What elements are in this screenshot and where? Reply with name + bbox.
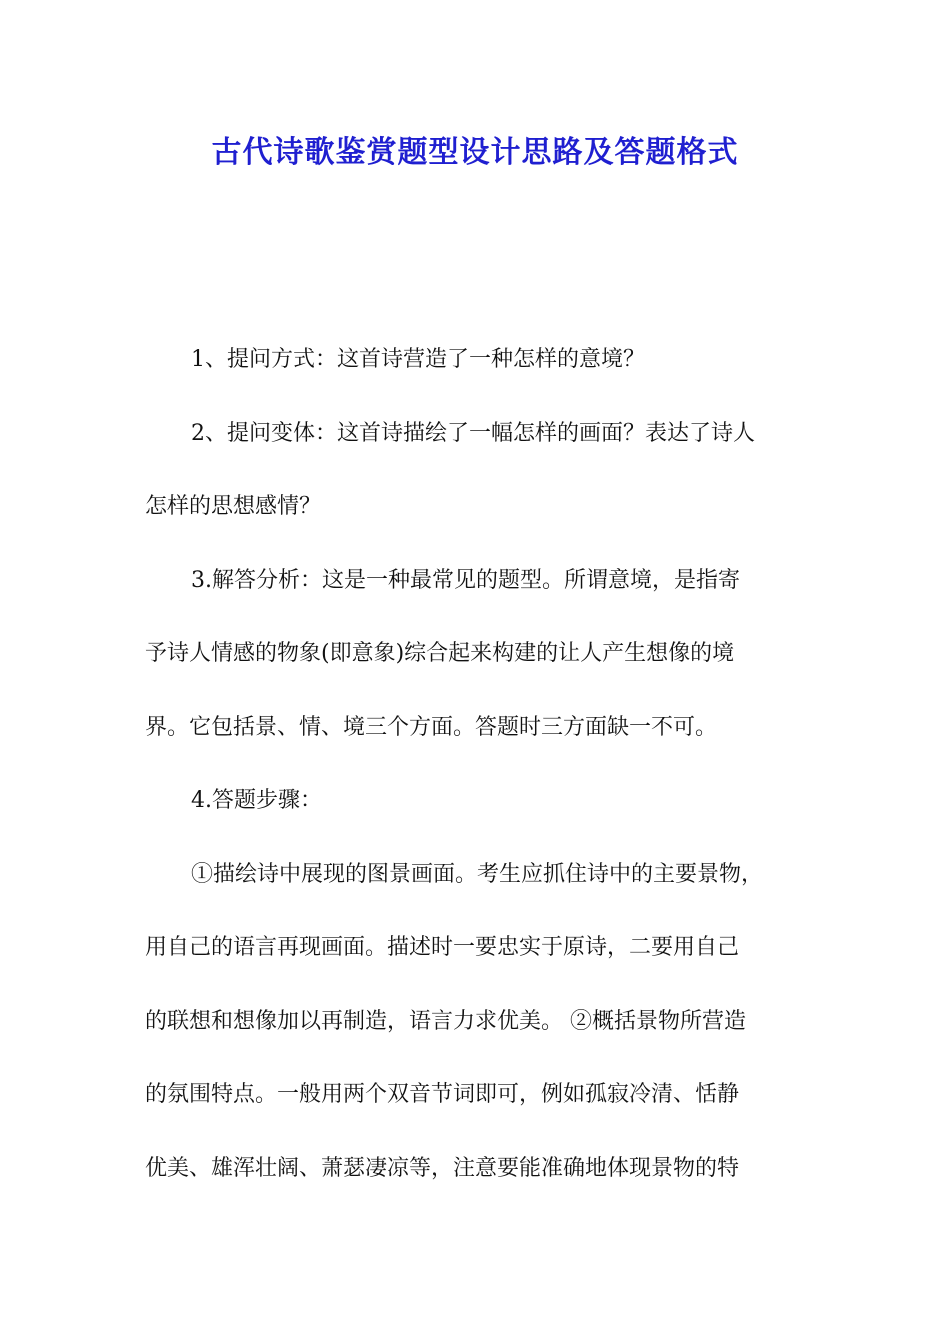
paragraph-line-step-one-cont-1: 用自己的语言再现画面。描述时一要忠实于原诗，二要用自己	[145, 935, 740, 960]
paragraph-line-step-one-cont-2: 的联想和想像加以再制造，语言力求优美。 ②概括景物所营造	[145, 1008, 746, 1034]
paragraph-line-step-one: ①描绘诗中展现的图景画面。考生应抓住诗中的主要景物，	[191, 861, 764, 887]
paragraph-line-question-variant-cont: 怎样的思想感情？	[145, 494, 322, 519]
paragraph-line-step-two-cont-1: 的氛围特点。一般用两个双音节词即可，例如孤寂冷清、恬静	[145, 1082, 740, 1107]
paragraph-line-answer-analysis-cont-1: 予诗人情感的物象(即意象)综合起来构建的让人产生想像的境	[145, 641, 735, 666]
paragraph-line-question-method: 1、提问方式：这首诗营造了一种怎样的意境？	[191, 347, 645, 372]
paragraph-line-answer-analysis: 3.解答分析：这是一种最常见的题型。所谓意境，是指寄	[191, 567, 740, 593]
document-title: 古代诗歌鉴赏题型设计思路及答题格式	[211, 135, 739, 170]
paragraph-line-answer-steps: 4.答题步骤：	[191, 788, 322, 813]
paragraph-line-question-variant: 2、提问变体：这首诗描绘了一幅怎样的画面？表达了诗人	[191, 420, 755, 446]
paragraph-line-answer-analysis-cont-2: 界。它包括景、情、境三个方面。答题时三方面缺一不可。	[145, 714, 718, 740]
document-body	[145, 342, 815, 1224]
paragraph-line-step-two-cont-2: 优美、雄浑壮阔、萧瑟凄凉等，注意要能准确地体现景物的特	[145, 1155, 740, 1181]
